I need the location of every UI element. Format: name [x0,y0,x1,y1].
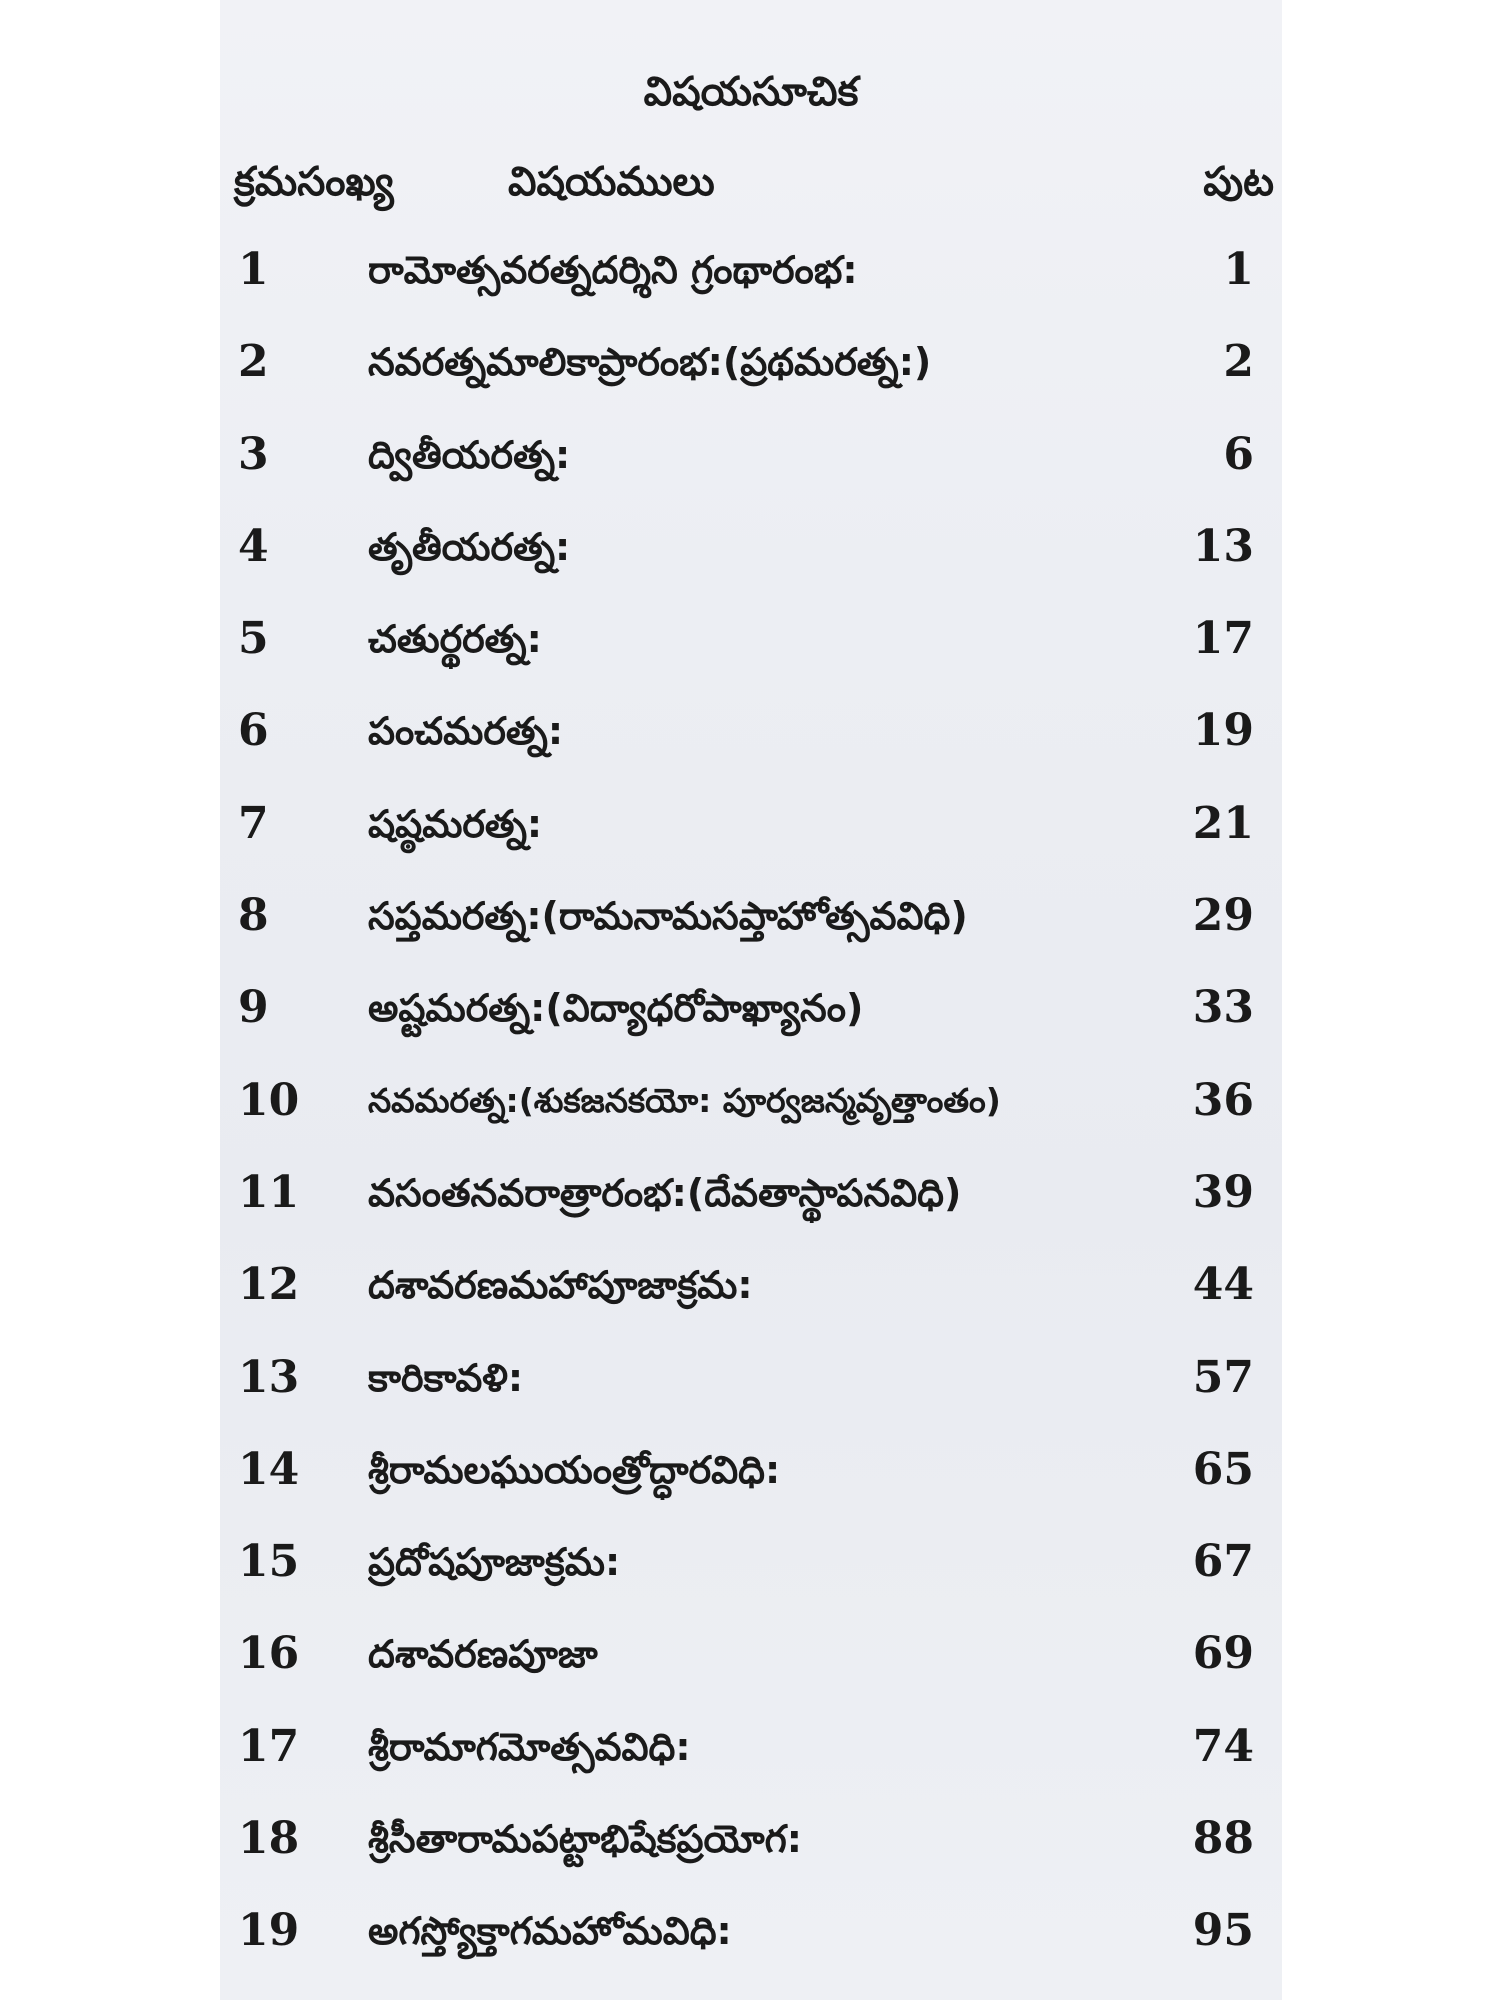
header-serial-number: క్రమసంఖ్య [234,159,394,205]
toc-entry-topic: ద్వితీయరత్న: [368,432,571,477]
toc-entry-page: 1 [1223,244,1254,295]
toc-entry-page: 67 [1192,1536,1254,1588]
page-title: విషయసూచిక [643,69,859,115]
toc-entry-page: 6 [1223,428,1254,480]
toc-entry-number: 17 [238,1720,300,1772]
toc-entry-number: 4 [238,520,269,572]
toc-entry-topic: తృతీయరత్న: [368,524,571,569]
toc-row [220,1348,1282,1440]
toc-row [220,332,1282,424]
toc-entry-page: 44 [1192,1259,1254,1311]
toc-entry-number: 8 [238,890,269,942]
toc-row [220,1532,1282,1624]
book-page [220,0,1282,2000]
toc-entry-page: 13 [1192,520,1254,572]
toc-entry-topic: షష్ఠమరత్న: [368,801,543,846]
toc-entry-page: 57 [1192,1351,1254,1403]
toc-entry-page: 65 [1192,1443,1254,1495]
toc-entry-page: 17 [1192,613,1254,665]
toc-entry-topic: నవరత్నమాలికాప్రారంభ:(ప్రథమరత్న:) [368,340,932,385]
toc-entry-topic: అష్టమరత్న:(విద్యాధరోపాఖ్యానం) [368,986,864,1031]
toc-entry-page: 39 [1192,1166,1254,1218]
header-page: పుట [1203,159,1274,205]
toc-entry-page: 95 [1192,1905,1254,1957]
toc-entry-topic: అగస్త్యోక్తాగమహోమవిధి: [368,1909,732,1954]
toc-row [220,609,1282,701]
toc-entry-topic: నవమరత్న:(శుకజనకయో: పూర్వజన్మవృత్తాంతం) [368,1080,1001,1120]
toc-entry-number: 7 [238,797,269,849]
toc-row [220,1440,1282,1532]
toc-entry-number: 5 [238,613,269,665]
toc-entry-topic: శ్రీసీతారామపట్టాభిషేకప్రయోగ: [368,1817,802,1862]
header-topics: విషయములు [508,159,715,205]
toc-entry-page: 29 [1192,890,1254,942]
toc-entry-number: 16 [238,1628,300,1680]
toc-entry-number: 19 [238,1905,300,1957]
toc-entry-topic: సప్తమరత్న:(రామనామసప్తాహోత్సవవిధి) [368,894,968,939]
toc-row [220,1255,1282,1347]
toc-entry-topic: పంచమరత్న: [368,709,564,754]
toc-entry-number: 14 [238,1443,300,1495]
toc-entry-page: 69 [1192,1628,1254,1680]
toc-entry-page: 74 [1192,1720,1254,1772]
toc-row [220,240,1282,332]
toc-entry-number: 10 [238,1074,300,1126]
toc-entry-topic: దశావరణమహాపూజాక్రమ: [368,1263,753,1308]
toc-entry-number: 3 [238,428,269,480]
toc-row [220,1163,1282,1255]
toc-entry-number: 2 [238,336,269,388]
toc-row [220,517,1282,609]
toc-entry-topic: చతుర్థరత్న: [368,617,542,662]
toc-entry-page: 2 [1223,336,1254,388]
toc-row [220,1717,1282,1809]
toc-row [220,1071,1282,1163]
toc-entry-topic: శ్రీరామాగమోత్సవవిధి: [368,1724,691,1769]
toc-entry-number: 18 [238,1813,300,1865]
toc-entry-number: 15 [238,1536,300,1588]
toc-entry-topic: వసంతనవరాత్రారంభ:(దేవతాస్థాపనవిధి) [368,1170,962,1215]
toc-row [220,1809,1282,1901]
toc-entry-page: 88 [1192,1813,1254,1865]
toc-entry-page: 21 [1192,797,1254,849]
toc-entry-number: 11 [238,1166,300,1218]
toc-row [220,886,1282,978]
toc-entry-topic: కారికావళి: [368,1355,524,1400]
toc-entry-number: 13 [238,1351,300,1403]
toc-entry-page: 36 [1192,1074,1254,1126]
toc-entry-topic: దశావరణపూజా [368,1632,598,1677]
toc-entry-page: 19 [1192,705,1254,757]
toc-row [220,978,1282,1070]
toc-row [220,1901,1282,1993]
toc-entry-number: 1 [238,244,269,295]
toc-entry-topic: ప్రదోషపూజాక్రమ: [368,1540,621,1585]
toc-entry-topic: రామోత్సవరత్నదర్శిని గ్రంథారంభ: [368,248,858,292]
toc-row [220,794,1282,886]
toc-entry-topic: శ్రీరామలఘుయంత్రోద్ధారవిధి: [368,1447,781,1492]
toc-row [220,425,1282,517]
toc-entry-page: 33 [1192,982,1254,1034]
toc-row [220,701,1282,793]
toc-entry-number: 12 [238,1259,300,1311]
toc-entry-number: 6 [238,705,269,757]
table-of-contents [220,240,1282,1994]
toc-entry-number: 9 [238,982,269,1034]
toc-row [220,1624,1282,1716]
